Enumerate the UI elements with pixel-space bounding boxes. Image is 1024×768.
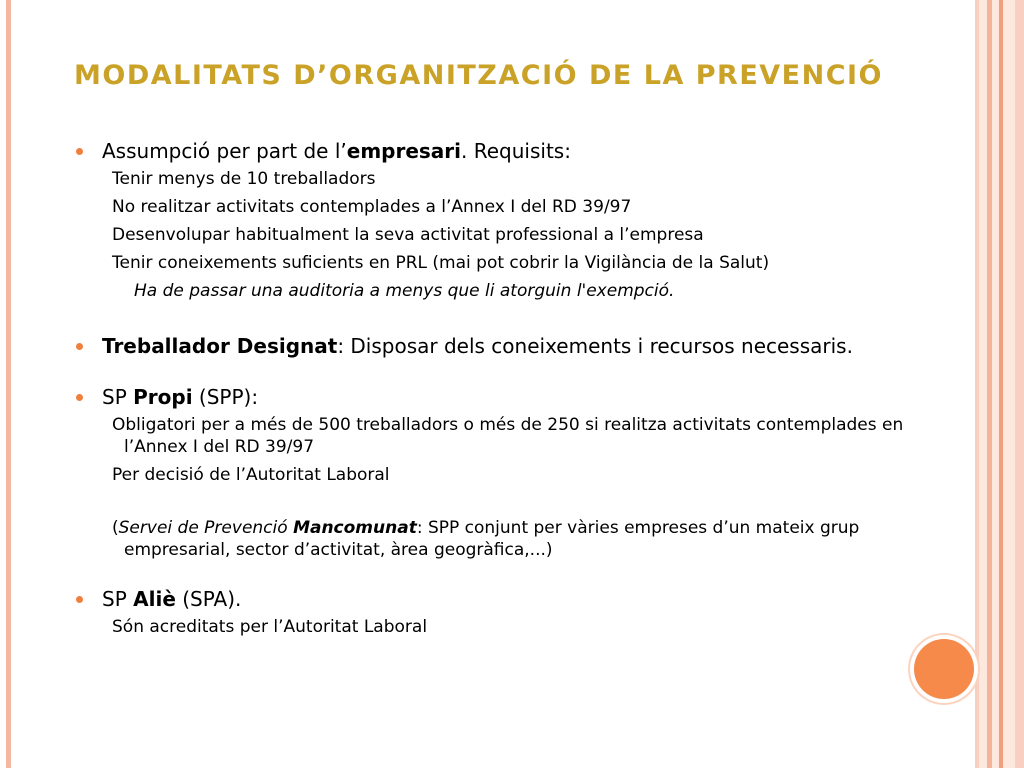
sub-item: Desenvolupar habitualment la seva activitat professional a l’empresa [112,225,704,245]
bullet-text-pre: SP [102,587,134,611]
slide-title: MODALITATS D’ORGANITZACIÓ DE LA PREVENCIÓ [74,60,884,91]
sub-item: Obligatori per a més de 500 treballadors o més de 250 si realitza activitats contemplades en l’Annex I del RD 39/97 [112,415,904,457]
right-stripes-decoration [975,0,1024,768]
bullet-dot-icon [76,148,83,155]
sub-item: Tenir coneixements suficients en PRL (mai pot cobrir la Vigilància de la Salut) [112,253,770,273]
sub-item: No realitzar activitats contemplades a l’Annex I del RD 39/97 [112,197,632,217]
sub-item: Per decisió de l’Autoritat Laboral [112,465,390,485]
bullet-text-bold: Aliè [133,587,176,611]
sub-sub-note: Ha de passar una auditoria a menys que li atorguin l'exempció. [134,281,675,301]
orange-circle-decoration [914,639,974,699]
mancomunat-rest: : SPP conjunt per vàries empreses d’un mateix grup empresarial, sector d’activitat, àrea geogràfica,...) [124,518,860,560]
bullet-text-bold: Treballador Designat [102,334,338,358]
bullet-text-post: . Requisits: [461,139,571,163]
bullet-dot-icon [76,343,83,350]
bullet-text-post: (SPP): [192,385,259,409]
mancomunat-bold-italic: Mancomunat [293,518,417,538]
bullet-dot-icon [76,394,83,401]
left-border-decoration [6,0,11,768]
bullet-text-pre: Assumpció per part de l’ [102,139,347,163]
bullet-dot-icon [76,596,83,603]
sub-item-mancomunat [74,517,934,561]
mancomunat-italic: Servei de Prevenció [118,518,294,538]
sub-item: Són acreditats per l’Autoritat Laboral [112,617,428,637]
bullet-empresari [74,138,934,164]
bullet-text-bold: empresari [346,139,462,163]
bullet-propi [74,384,934,410]
bullet-text-bold: Propi [133,385,193,409]
bullet-alie [74,586,934,612]
bullet-text-post: (SPA). [175,587,242,611]
bullet-designat [74,333,934,359]
slide-body [74,138,934,638]
sub-item: Tenir menys de 10 treballadors [112,169,376,189]
paren-open: ( [112,518,119,538]
bullet-text-post: : Disposar dels coneixements i recursos necessaris. [337,334,853,358]
bullet-text-pre: SP [102,385,134,409]
